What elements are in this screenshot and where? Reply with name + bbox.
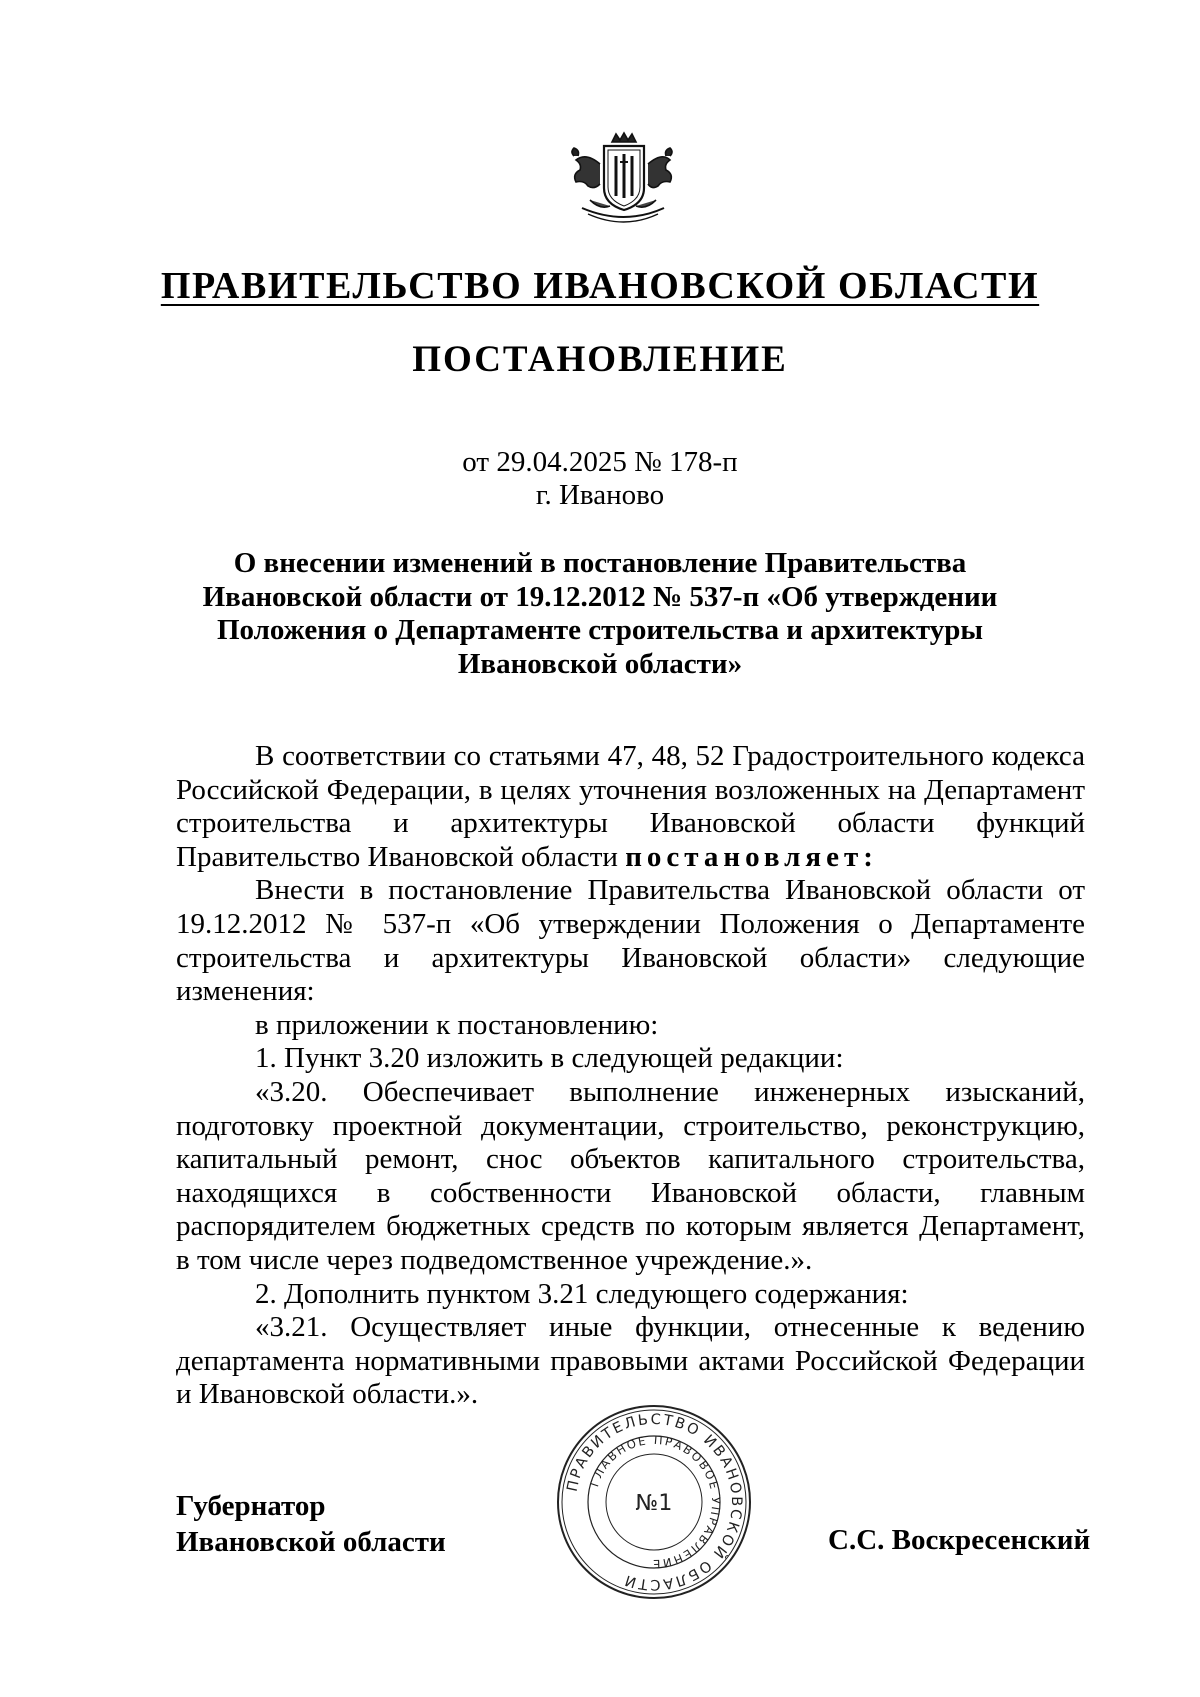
body-paragraph: «3.21. Осуществляет иные функции, отнесенные к ведению департамента нормативными правовыми актами Российской Федерации и Ивановской области.». — [176, 1311, 1085, 1411]
subject-line: Ивановской области» — [457, 647, 743, 680]
preamble-text: В соответствии со статьями 47, 48, 52 Градостроительного кодекса Российской Федерации, в целях уточнения возложенных на Департамент строительства и архитектуры Ивановской области функций Правительство Ивановской области — [176, 740, 1085, 873]
official-stamp — [552, 1400, 756, 1604]
signatory-position — [176, 1488, 446, 1560]
signatory-position-line: Губернатор — [176, 1490, 326, 1522]
stamp-inner-text: ГЛАВНОЕ ПРАВОВОЕ УПРАВЛЕНИЕ — [587, 1432, 724, 1572]
body-paragraph: Внести в постановление Правительства Ивановской области от 19.12.2012 № 537-п «Об утверждении Положения о Департаменте строительства и архитектуры Ивановской области» следующие изменения: — [176, 874, 1085, 1008]
coat-of-arms-icon — [560, 130, 684, 234]
subject-line: Положения о Департаменте строительства и архитектуры — [216, 614, 984, 646]
subject-line: Ивановской области от 19.12.2012 № 537-п «Об утверждении — [202, 580, 998, 613]
signatory-position-line: Ивановской области — [176, 1526, 446, 1558]
document-subject — [190, 547, 1010, 681]
document-body — [176, 740, 1085, 1412]
body-paragraph — [176, 740, 1085, 874]
document-city: г. Иваново — [535, 479, 665, 511]
document-date-number: от 29.04.2025 № 178-п — [462, 446, 738, 478]
subject-line: О внесении изменений в постановление Правительства — [233, 547, 967, 579]
body-paragraph: «3.20. Обеспечивает выполнение инженерных изысканий, подготовку проектной документации, строительство, реконструкцию, капитальный ремонт, снос объектов капитального строительства, находящихся в собственности Ивановской области, главным распорядителем бюджетных средств по которым является Департамент, в том числе через подведомственное учреждение.». — [176, 1075, 1085, 1276]
stamp-outer-text: ПРАВИТЕЛЬСТВО ИВАНОВСКОЙ ОБЛАСТИ — [564, 1411, 745, 1593]
resolves-keyword: постановляет: — [625, 840, 878, 873]
body-paragraph: 1. Пункт 3.20 изложить в следующей редакции: — [255, 1042, 844, 1075]
organization-title: ПРАВИТЕЛЬСТВО ИВАНОВСКОЙ ОБЛАСТИ — [160, 265, 1040, 307]
stamp-number: №1 — [635, 1491, 673, 1516]
body-paragraph: в приложении к постановлению: — [255, 1008, 659, 1041]
body-paragraph: 2. Дополнить пунктом 3.21 следующего содержания: — [255, 1277, 909, 1310]
document-type: ПОСТАНОВЛЕНИЕ — [412, 339, 788, 380]
signatory-name: С.С. Воскресенский — [828, 1524, 1091, 1556]
